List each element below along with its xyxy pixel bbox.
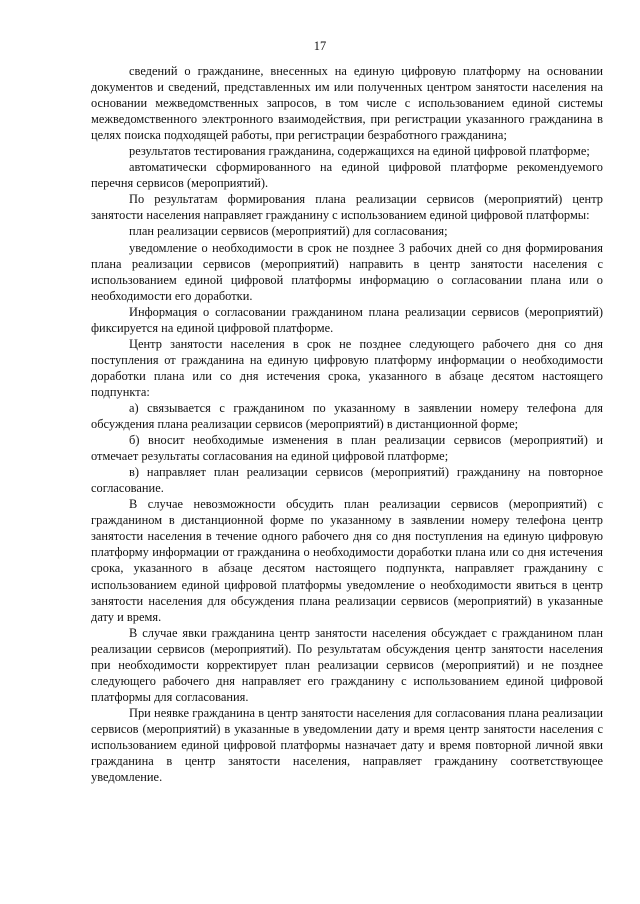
paragraph-center-actions: Центр занятости населения в срок не позднее следующего рабочего дня со дня поступления от гражданина на единую цифровую платформу информации о необходимости доработки плана или со дня истечения срока, указанного в абзаце десятом настоящего подпункта: <box>91 336 603 399</box>
paragraph-continuation: сведений о гражданине, внесенных на единую цифровую платформу на основании документов и сведений, представленных им или полученных центром занятости населения на основании межведомственных запросов, в том числе с использованием единой системы межведомственного электронного взаимодействия, при регистрации указанного гражданина в целях поиска подходящей работы, при регистрации безработного гражданина; <box>91 64 603 143</box>
paragraph-recommended-list: автоматически сформированного на единой цифровой платформе рекомендуемого перечня сервисов (мероприятий). <box>91 160 603 191</box>
paragraph-notification: уведомление о необходимости в срок не позднее 3 рабочих дней со дня формирования плана реализации сервисов (мероприятий) направить в центр занятости населения с использованием единой цифровой платформы информацию о согласовании плана или о необходимости его доработки. <box>91 240 603 303</box>
paragraph-test-results: результатов тестирования гражданина, содержащихся на единой цифровой платформе; <box>129 144 590 159</box>
paragraph-plan-forming: По результатам формирования плана реализации сервисов (мероприятий) центр занятости населения направляет гражданину с использованием единой цифровой платформы: <box>91 192 603 223</box>
paragraph-plan-for-approval: план реализации сервисов (мероприятий) для согласования; <box>129 224 448 239</box>
paragraph-impossibility-case: В случае невозможности обсудить план реализации сервисов (мероприятий) с гражданином в дистанционной форме по указанному в заявлении номеру телефона центр занятости населения в течение одного рабочего дня со дня поступления на единую цифровую платформу информации от гражданина о необходимости доработки плана или со дня истечения срока, указанного в абзаце десятом настоящего подпункта, направляет гражданину с использованием единой цифровой платформы уведомление о необходимости явиться в центр занятости населения для обсуждения плана реализации сервисов (мероприятий) в указанные дату и время. <box>91 497 603 624</box>
paragraph-appearance-case: В случае явки гражданина центр занятости населения обсуждает с гражданином план реализации сервисов (мероприятий). По результатам обсуждения центр занятости населения при необходимости корректирует план реализации сервисов (мероприятий) и не позднее следующего рабочего дня направляет его гражданину с использованием единой цифровой платформы для согласования. <box>91 625 603 704</box>
paragraph-item-c: в) направляет план реализации сервисов (мероприятий) гражданину на повторное согласование. <box>91 465 603 496</box>
paragraph-approval-info: Информация о согласовании гражданином плана реализации сервисов (мероприятий) фиксируется на единой цифровой платформе. <box>91 304 603 335</box>
document-body <box>91 63 603 785</box>
page-number: 17 <box>313 39 327 53</box>
paragraph-item-b: б) вносит необходимые изменения в план реализации сервисов (мероприятий) и отмечает результаты согласования на единой цифровой платформе; <box>91 433 603 464</box>
paragraph-item-a: а) связывается с гражданином по указанному в заявлении номеру телефона для обсуждения плана реализации сервисов (мероприятий) в дистанционной форме; <box>91 400 603 432</box>
paragraph-non-appearance-case: При неявке гражданина в центр занятости населения для согласования плана реализации сервисов (мероприятий) в указанные в уведомлении дату и время центр занятости населения с использованием единой цифровой платформы назначает дату и время повторной личной явки гражданина в центр занятости населения, направляет гражданину соответствующее уведомление. <box>91 705 603 785</box>
